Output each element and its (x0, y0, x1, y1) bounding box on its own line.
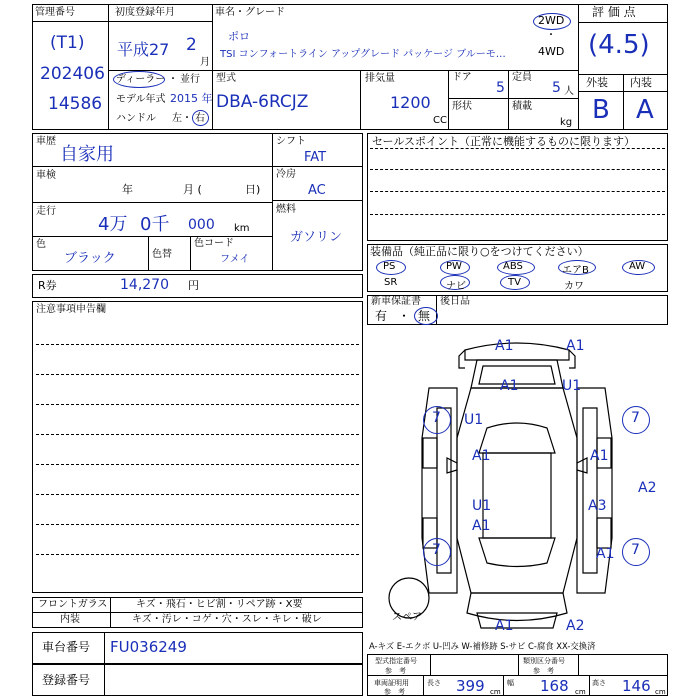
color-code-value: フメイ (220, 254, 250, 265)
gaiso-label: 外装 (586, 76, 608, 89)
atohi-label: 後日品 (440, 296, 470, 307)
mileage-sen: 0千 (140, 214, 170, 235)
vehicle-cert-ref: 参 考 (384, 688, 405, 696)
handle-right: 右 (195, 113, 205, 124)
damage-u1-rear-left: U1 (464, 412, 484, 428)
height-value: 146 (622, 677, 651, 695)
damage-a1-rear-left: A1 (495, 338, 514, 354)
chassis-label: 車台番号 (42, 640, 91, 654)
car-name-line2: TSI コンフォートライン アップグレード パッケージ ブルーモ… (220, 49, 506, 60)
glass-label: フロントガラス (38, 599, 108, 610)
recycle-unit: 円 (188, 279, 199, 292)
aircon-value: AC (308, 183, 326, 198)
shift-value: FAT (304, 150, 327, 165)
kanri-line3: 14586 (48, 94, 103, 114)
interior-value: キズ・汚レ・コゲ・穴・スレ・キレ・破レ (132, 614, 322, 625)
car-name-line1: ポロ (228, 30, 250, 43)
length-unit: cm (490, 688, 501, 696)
length-value: 399 (456, 677, 485, 695)
doors-value: 5 (496, 80, 505, 96)
doors-label: ドア (452, 72, 472, 83)
mileage-label: 走行 (36, 206, 56, 217)
height-label: 高さ (592, 679, 606, 687)
shift-label: シフト (276, 136, 306, 147)
capacity-value: 5 (552, 80, 561, 96)
warranty-dot: ・ (398, 309, 411, 323)
model-year-value: 2015 年 (170, 92, 213, 105)
equipment-label: 装備品（純正品に限り○をつけてください） (370, 245, 589, 258)
equip-navi: ナビ (446, 281, 466, 292)
damage-a1-front-left-fender: A1 (596, 546, 615, 562)
kanri-line1: (T1) (50, 33, 85, 53)
first-reg-month-unit: 月 (200, 57, 210, 68)
equip-abs: ABS (503, 261, 523, 272)
type-cert-label: 型式指定番号 (375, 657, 417, 665)
equip-aw: AW (629, 261, 646, 272)
warranty-ari: 有 (375, 309, 388, 323)
top-section (32, 4, 668, 130)
damage-7-rear-right-wheel: 7 (631, 410, 640, 426)
dealer-dot: ・ (168, 74, 178, 85)
parallel-label: 並行 (180, 74, 200, 85)
warranty-nashi: 無 (418, 309, 431, 323)
naiso-label: 内装 (630, 76, 652, 89)
handle-label: ハンドル (116, 113, 156, 124)
damage-a1-left-front-door: A1 (472, 518, 491, 534)
first-reg-month: 2 (186, 35, 197, 55)
registration-label: 登録番号 (42, 673, 91, 687)
katashiki-label: 型式 (216, 73, 236, 84)
car-name-label: 車名・グレード (215, 7, 285, 18)
damage-7-rear-left-wheel: 7 (432, 410, 441, 426)
damage-7-front-right-wheel: 7 (631, 542, 640, 558)
mileage-unit: km (234, 223, 250, 234)
color-code-label: 色コード (194, 238, 234, 249)
vehicle-cert-label: 車両証明用 (374, 679, 409, 687)
recycle-label: R券 (38, 279, 57, 292)
aircon-label: 冷房 (276, 169, 296, 180)
shaken-label: 車検 (36, 170, 56, 181)
fuel-label: 燃料 (276, 204, 296, 215)
equip-leather: カワ (564, 281, 584, 292)
damage-a1-front-bumper: A1 (495, 618, 514, 634)
displacement-unit: CC (433, 115, 447, 126)
kanri-line2: 202406 (40, 64, 105, 84)
first-reg-era: 平成27 (117, 40, 170, 59)
height-unit: cm (655, 688, 666, 696)
capacity-label: 定員 (512, 72, 532, 83)
damage-a1-left-rear-door: A1 (472, 448, 491, 464)
spare-label: スペア (392, 612, 422, 623)
damage-a2-front-bumper: A2 (566, 618, 585, 634)
type-cert-ref: 参 考 (385, 667, 406, 675)
equip-airbag: エアB (562, 265, 589, 276)
damage-u1-trunk: U1 (562, 378, 582, 394)
interior-label: 内装 (60, 614, 80, 625)
hyoka-score: (4.5) (588, 30, 650, 60)
drive-4wd: 4WD (538, 45, 565, 58)
chassis-value: FU036249 (110, 638, 187, 656)
load-unit: kg (560, 117, 573, 128)
category-ref: 参 考 (533, 667, 554, 675)
displacement-value: 1200 (390, 93, 431, 112)
damage-a1-rear-right: A1 (566, 338, 585, 354)
damage-a2-right-side: A2 (638, 480, 657, 496)
equip-pw: PW (446, 261, 462, 272)
first-reg-label: 初度登録年月 (115, 7, 175, 18)
damage-u1-left-front-door: U1 (472, 498, 492, 514)
kanri-label: 管理番号 (35, 7, 75, 18)
damage-a3-right-front-door: A3 (588, 498, 607, 514)
glass-value: キズ・飛石・ヒビ割・リペア跡・X要 (136, 599, 303, 610)
displacement-label: 排気量 (365, 73, 395, 84)
dealer-label: ディーラー (116, 74, 166, 85)
color-value: ブラック (64, 251, 116, 266)
category-label: 類別区分番号 (523, 657, 565, 665)
naiso-grade: A (636, 95, 654, 125)
damage-a1-right-rear-door: A1 (590, 448, 609, 464)
notes-label: 注意事項申告欄 (36, 304, 106, 315)
gaiso-grade: B (592, 95, 610, 125)
warranty-label: 新車保証書 (371, 296, 421, 307)
history-label: 車歴 (36, 136, 56, 147)
damage-7-front-left-wheel: 7 (432, 542, 441, 558)
width-unit: cm (575, 688, 586, 696)
width-label: 幅 (507, 679, 514, 687)
handle-left: 左 (172, 113, 182, 124)
equip-ps: PS (383, 261, 396, 272)
color-change-label: 色替 (152, 249, 172, 260)
drive-2wd: 2WD (538, 14, 565, 27)
katashiki-value: DBA-6RCJZ (216, 92, 309, 112)
fuel-value: ガソリン (290, 230, 343, 245)
sales-points-section (367, 133, 668, 241)
hyoka-label: 評 価 点 (592, 5, 636, 19)
equip-tv: TV (508, 277, 521, 288)
mileage-rest: 000 (188, 217, 215, 233)
capacity-unit: 人 (564, 86, 574, 97)
equip-sr: SR (384, 277, 398, 288)
model-year-label: モデル年式 (116, 94, 166, 105)
shaken-day: 日) (245, 183, 261, 196)
shaken-month: 月 ( (183, 183, 202, 196)
sales-points-label: セールスポイント（正常に機能するものに限ります） (372, 135, 636, 148)
drive-dot: ・ (546, 30, 556, 41)
car-diagram (367, 328, 668, 638)
handle-dot: ・ (182, 113, 192, 124)
mileage-man: 4万 (98, 214, 128, 235)
width-value: 168 (540, 677, 569, 695)
load-label: 積載 (512, 101, 532, 112)
length-label: 長さ (427, 679, 441, 687)
recycle-value: 14,270 (120, 277, 169, 293)
color-label: 色 (36, 239, 46, 250)
shaken-year: 年 (122, 183, 133, 196)
damage-a1-trunk: A1 (500, 378, 519, 394)
body-shape-label: 形状 (452, 101, 472, 112)
history-value: 自家用 (60, 144, 114, 165)
damage-legend: A-キズ E-エクボ U-凹み W-補修跡 S-サビ C-腐食 XX-交換済 (369, 641, 596, 651)
